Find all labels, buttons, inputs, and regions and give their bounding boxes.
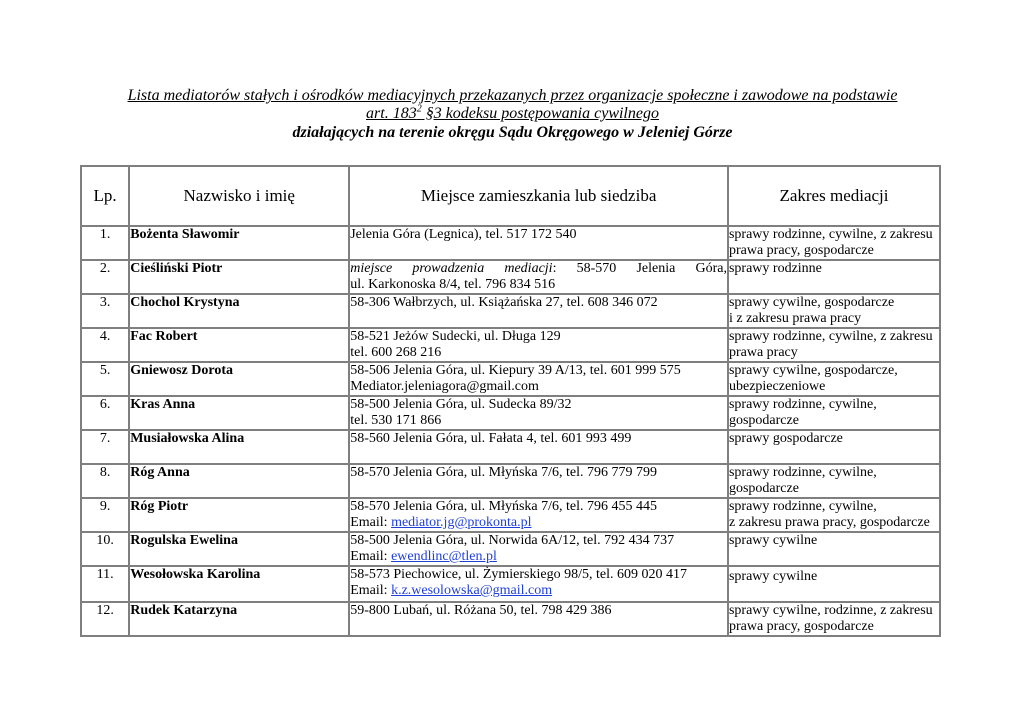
row-number: 8. <box>82 465 130 499</box>
mediator-name: Gniewosz Dorota <box>130 363 350 397</box>
mediation-scope: sprawy gospodarcze <box>729 431 941 465</box>
column-header-lp: Lp. <box>82 167 130 227</box>
mediation-scope: sprawy rodzinne, cywilne, z zakresu prawa pracy, gospodarcze <box>729 499 941 533</box>
email-link[interactable]: ewendlinc@tlen.pl <box>391 549 497 564</box>
table-row <box>82 603 941 637</box>
mediator-address: 59-800 Lubań, ul. Różana 50, tel. 798 429 386 <box>350 603 729 637</box>
mediators-table <box>80 165 941 637</box>
row-number: 3. <box>82 295 130 329</box>
mediation-scope: sprawy cywilne <box>729 533 941 567</box>
mediator-name: Chochol Krystyna <box>130 295 350 329</box>
mediation-scope: sprawy rodzinne, cywilne, gospodarcze <box>729 397 941 431</box>
mediator-address: miejsce prowadzenia mediacji: 58-570 Jelenia Góra, ul. Karkonoska 8/4, tel. 796 834 516 <box>350 261 729 295</box>
mediation-scope: sprawy rodzinne <box>729 261 941 295</box>
mediator-name: Wesołowska Karolina <box>130 567 350 603</box>
mediator-name: Kras Anna <box>130 397 350 431</box>
mediator-name: Fac Robert <box>130 329 350 363</box>
mediation-scope: sprawy rodzinne, cywilne, z zakresu prawa pracy <box>729 329 941 363</box>
table-row <box>82 567 941 603</box>
table-row <box>82 295 941 329</box>
email-link[interactable]: k.z.wesolowska@gmail.com <box>391 583 553 598</box>
mediator-address: 58-570 Jelenia Góra, ul. Młyńska 7/6, tel. 796 455 445 Email: mediator.jg@prokonta.pl <box>350 499 729 533</box>
mediation-scope: sprawy cywilne <box>729 567 941 603</box>
mediator-name: Róg Anna <box>130 465 350 499</box>
row-number: 4. <box>82 329 130 363</box>
row-number: 9. <box>82 499 130 533</box>
mediation-scope: sprawy rodzinne, cywilne, gospodarcze <box>729 465 941 499</box>
mediation-scope: sprawy cywilne, gospodarcze, ubezpieczeniowe <box>729 363 941 397</box>
row-number: 10. <box>82 533 130 567</box>
mediator-address: 58-560 Jelenia Góra, ul. Fałata 4, tel. 601 993 499 <box>350 431 729 465</box>
table-row <box>82 227 941 261</box>
mediator-address: 58-573 Piechowice, ul. Żymierskiego 98/5, tel. 609 020 417 Email: k.z.wesolowska@gmail.com <box>350 567 729 603</box>
table-row <box>82 363 941 397</box>
mediator-address: 58-500 Jelenia Góra, ul. Sudecka 89/32 tel. 530 171 866 <box>350 397 729 431</box>
document-subtitle: działających na terenie okręgu Sądu Okręgowego w Jeleniej Górze <box>292 124 733 141</box>
mediator-name: Rudek Katarzyna <box>130 603 350 637</box>
row-number: 11. <box>82 567 130 603</box>
table-row <box>82 533 941 567</box>
table-row <box>82 431 941 465</box>
mediation-scope: sprawy cywilne, rodzinne, z zakresu prawa pracy, gospodarcze <box>729 603 941 637</box>
mediator-name: Bożenta Sławomir <box>130 227 350 261</box>
table-row <box>82 329 941 363</box>
column-header-scope: Zakres mediacji <box>729 167 941 227</box>
table-row <box>82 261 941 295</box>
mediator-address: 58-570 Jelenia Góra, ul. Młyńska 7/6, tel. 796 779 799 <box>350 465 729 499</box>
table-header-row <box>82 167 941 227</box>
mediator-address: 58-521 Jeżów Sudecki, ul. Długa 129 tel. 600 268 216 <box>350 329 729 363</box>
column-header-address: Miejsce zamieszkania lub siedziba <box>350 167 729 227</box>
mediator-name: Musiałowska Alina <box>130 431 350 465</box>
email-link[interactable]: mediator.jg@prokonta.pl <box>391 515 532 530</box>
table-row <box>82 465 941 499</box>
mediator-name: Cieśliński Piotr <box>130 261 350 295</box>
mediator-name: Róg Piotr <box>130 499 350 533</box>
mediator-address: 58-506 Jelenia Góra, ul. Kiepury 39 A/13, tel. 601 999 575 Mediator.jeleniagora@gmail.com <box>350 363 729 397</box>
document-header <box>80 87 945 143</box>
column-header-name: Nazwisko i imię <box>130 167 350 227</box>
row-number: 2. <box>82 261 130 295</box>
mediation-scope: sprawy cywilne, gospodarcze i z zakresu prawa pracy <box>729 295 941 329</box>
mediator-address: Jelenia Góra (Legnica), tel. 517 172 540 <box>350 227 729 261</box>
row-number: 6. <box>82 397 130 431</box>
document-title: Lista mediatorów stałych i ośrodków mediacyjnych przekazanych przez organizacje społeczne i zawodowe na podstawie art. $183^2$ §3 kodeksu postępowania cywilnego <box>127 87 898 122</box>
row-number: 12. <box>82 603 130 637</box>
mediation-scope: sprawy rodzinne, cywilne, z zakresu prawa pracy, gospodarcze <box>729 227 941 261</box>
row-number: 5. <box>82 363 130 397</box>
mediator-name: Rogulska Ewelina <box>130 533 350 567</box>
row-number: 7. <box>82 431 130 465</box>
row-number: 1. <box>82 227 130 261</box>
mediator-address: 58-500 Jelenia Góra, ul. Norwida 6A/12, tel. 792 434 737 Email: ewendlinc@tlen.pl <box>350 533 729 567</box>
mediator-address: 58-306 Wałbrzych, ul. Książańska 27, tel. 608 346 072 <box>350 295 729 329</box>
table-row <box>82 499 941 533</box>
table-row <box>82 397 941 431</box>
